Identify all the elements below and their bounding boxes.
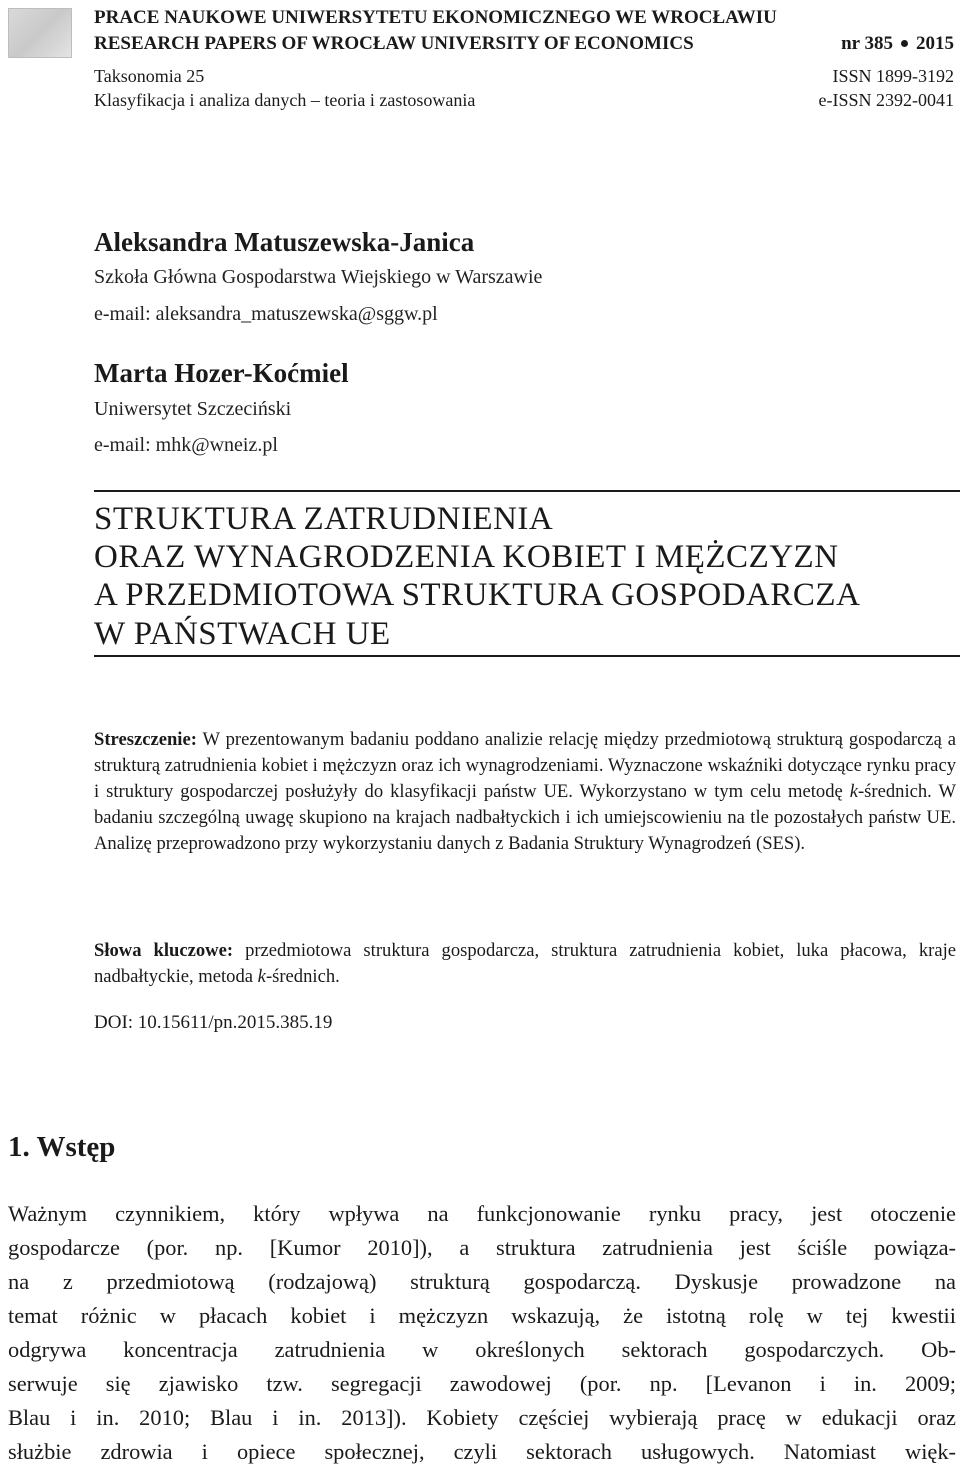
body-line: serwuje się zjawisko tzw. segregacji zawodowej (por. np. [Levanon i in. 2009; [8, 1371, 956, 1396]
publisher-logo [8, 8, 72, 58]
author-name-1: Aleksandra Matuszewska-Janica [94, 227, 475, 257]
body-line: Ważnym czynnikiem, który wpływa na funkcjonowanie rynku pracy, jest otoczenie [8, 1201, 956, 1226]
taxonomy-row [94, 65, 954, 87]
keywords-text-part-1: przedmiotowa struktura gospodarcza, struktura zatrudnienia kobiet, luka płacowa, kraje nadbałtyckie, metoda [94, 940, 956, 987]
body-line: Blau i in. 2010; Blau i in. 2013]). Kobiety częściej wybierają pracę w edukacji oraz [8, 1405, 956, 1430]
body-line: odgrywa koncentracja zatrudnienia w określonych sektorach gospodarczych. Ob- [8, 1337, 956, 1362]
title-bottom-rule [94, 655, 960, 657]
journal-title-pl: PRACE NAUKOWE UNIWERSYTETU EKONOMICZNEGO WE WROCŁAWIU [94, 7, 777, 28]
taxonomy-label: Taksonomia 25 [94, 66, 205, 86]
author-affiliation-2: Uniwersytet Szczeciński [94, 398, 292, 420]
paper-title-line-4: W PAŃSTWACH UE [94, 616, 391, 652]
abstract-text-part-2: -średnich. W badaniu szczególną uwagę skupiono na krajach nadbałtyckich i ich umiejscowieniu na tle pozostałych państw UE. Analizę przeprowadzono przy wykorzystaniu danych z Badania Struktury Wynagrodzeń (SES). [94, 781, 956, 854]
issue-number: nr 385 [841, 33, 893, 54]
section-body [8, 1197, 956, 1469]
keywords [94, 938, 956, 990]
series-title: Klasyfikacja i analiza danych – teoria i zastosowania [94, 90, 476, 110]
journal-title-en-row [94, 33, 954, 55]
doi[interactable]: DOI: 10.15611/pn.2015.385.19 [94, 1012, 333, 1033]
abstract-label: Streszczenie: [94, 729, 197, 750]
issue-year: 2015 [916, 33, 954, 54]
paper-title-line-2: ORAZ WYNAGRODZENIA KOBIET I MĘŻCZYZN [94, 539, 839, 575]
keywords-k-symbol: k [257, 966, 266, 987]
author-affiliation-1: Szkoła Główna Gospodarstwa Wiejskiego w Warszawie [94, 266, 543, 288]
body-line: na z przedmiotową (rodzajową) strukturą gospodarczą. Dyskusje prowadzone na [8, 1269, 956, 1294]
title-top-rule [94, 490, 960, 492]
issn: ISSN 1899-3192 [832, 66, 954, 86]
body-line: temat różnic w płacach kobiet i mężczyzn wskazują, że istotną rolę w tej kwestii [8, 1303, 956, 1328]
author-email-2[interactable]: e-mail: mhk@wneiz.pl [94, 434, 278, 456]
keywords-label: Słowa kluczowe: [94, 940, 234, 961]
paper-title-line-3: A PRZEDMIOTOWA STRUKTURA GOSPODARCZA [94, 577, 861, 613]
author-name-2: Marta Hozer-Koćmiel [94, 358, 349, 388]
paper-title-line-1: STRUKTURA ZATRUDNIENIA [94, 501, 554, 537]
bullet-icon [901, 40, 908, 47]
issue-info [841, 33, 954, 55]
abstract-k-symbol: k [849, 781, 858, 802]
section-heading: 1. Wstęp [8, 1131, 116, 1163]
eissn: e-ISSN 2392-0041 [818, 90, 954, 110]
journal-title-pl-row [94, 7, 954, 29]
author-email-1[interactable]: e-mail: aleksandra_matuszewska@sggw.pl [94, 303, 438, 325]
journal-title-en: RESEARCH PAPERS OF WROCŁAW UNIVERSITY OF ECONOMICS [94, 33, 694, 54]
keywords-text-part-2: -średnich. [265, 966, 340, 987]
abstract-text-part-1: W prezentowanym badaniu poddano analizie relację między przedmiotową strukturą gospodarczą a strukturą zatrudnienia kobiet i mężczyzn oraz ich wynagrodzeniami. Wyznaczone wskaźniki dotyczące rynku pracy i struktury gospodarczej posłużyły do klasyfikacji państw UE. Wykorzystano w tym celu metodę [94, 729, 956, 802]
series-row [94, 89, 954, 111]
abstract [94, 727, 956, 857]
body-line: gospodarcze (por. np. [Kumor 2010]), a struktura zatrudnienia jest ściśle powiąza- [8, 1235, 956, 1260]
body-line: służbie zdrowia i opiece społecznej, czyli sektorach usługowych. Natomiast więk- [8, 1439, 956, 1464]
